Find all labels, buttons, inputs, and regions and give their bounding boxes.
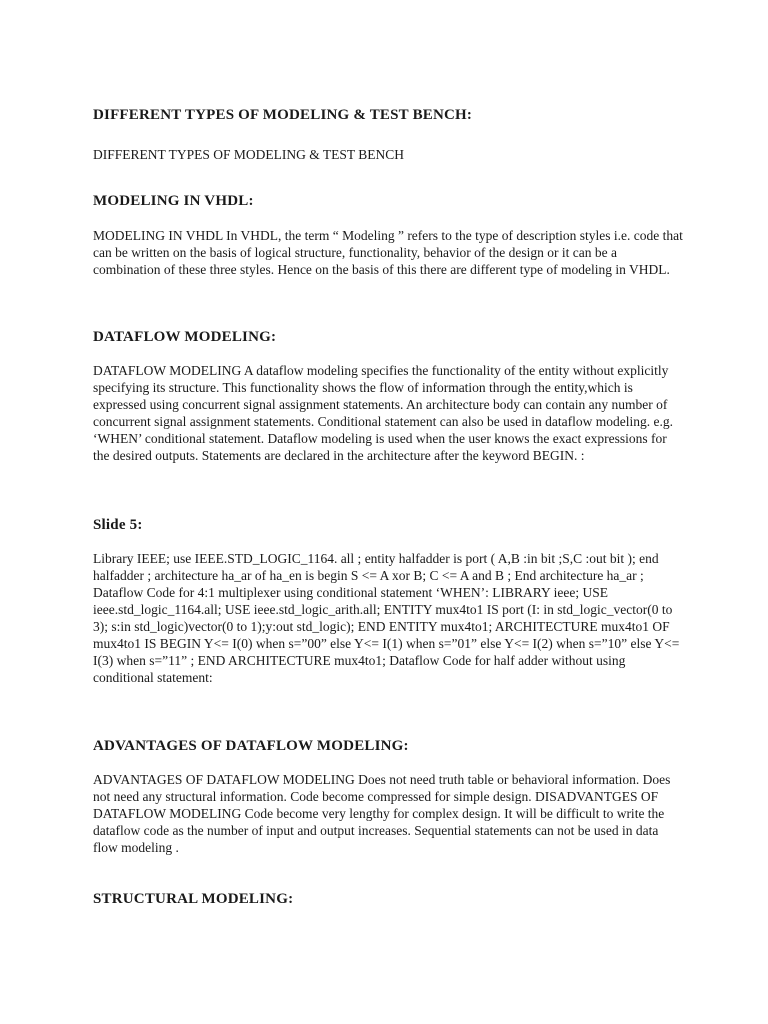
- section-body: MODELING IN VHDL In VHDL, the term “ Modeling ” refers to the type of description styles i.e. code that can be written on the basis of logical structure, functionality, behavior of the design or it can be a combination of these three styles. Hence on the basis of this there are different type of modeling in VHDL.: [93, 228, 683, 277]
- section-advantages-dataflow: [93, 737, 683, 856]
- section-structural-modeling: [93, 890, 683, 908]
- section-heading: ADVANTAGES OF DATAFLOW MODELING:: [93, 738, 409, 754]
- section-body: ADVANTAGES OF DATAFLOW MODELING Does not need truth table or behavioral information. Does not need any structural information. Code become compressed for simple design. DISADVANTGES OF DATAFLOW MODELING Code become very lengthy for complex design. It will be difficult to write the dataflow code as the number of input and output increases. Sequential statements can not be used in data flow modeling .: [93, 772, 671, 855]
- section-dataflow-modeling: [93, 328, 683, 464]
- section-heading: MODELING IN VHDL:: [93, 193, 254, 209]
- section-slide-5: [93, 516, 683, 686]
- section-heading: DATAFLOW MODELING:: [93, 329, 277, 345]
- section-body: Library IEEE; use IEEE.STD_LOGIC_1164. all ; entity halfadder is port ( A,B :in bit ;S,C :out bit ); end halfadder ; architecture ha_ar of ha_en is begin S <= A xor B; C <= A and B ; End architecture ha_ar ; Dataflow Code for 4:1 multiplexer using conditional statement ‘WHEN’: LIBRARY ieee; USE ieee.std_logic_1164.all; USE ieee.std_logic_arith.all; ENTITY mux4to1 IS port (I: in std_logic_vector(0 to 3); s:in std_logic)vector(0 to 1);y:out std_logic); END ENTITY mux4to1; ARCHITECTURE mux4to1 OF mux4to1 IS BEGIN Y<= I(0) when s=”00” else Y<= I(1) when s=”01” else Y<= I(2) when s=”10” else Y<= I(3) when s=”11” ; END ARCHITECTURE mux4to1; Dataflow Code for half adder without using conditional statement:: [93, 551, 680, 685]
- section-heading: DIFFERENT TYPES OF MODELING & TEST BENCH:: [93, 107, 473, 123]
- section-modeling-in-vhdl: [93, 192, 683, 278]
- section-heading: Slide 5:: [93, 517, 143, 533]
- section-heading: STRUCTURAL MODELING:: [93, 891, 294, 907]
- section-body: DATAFLOW MODELING A dataflow modeling specifies the functionality of the entity without explicitly specifying its structure. This functionality shows the flow of information through the entity,which is expressed using concurrent signal assignment statements. An architecture body can contain any number of concurrent signal assignment statements. Conditional statement can also be used in dataflow modeling. e.g. ‘WHEN’ conditional statement. Dataflow modeling is used when the user knows the exact expressions for the desired outputs. Statements are declared in the architecture after the keyword BEGIN. :: [93, 363, 673, 463]
- section-body: DIFFERENT TYPES OF MODELING & TEST BENCH: [93, 147, 405, 162]
- section-types-of-modeling: [93, 106, 683, 163]
